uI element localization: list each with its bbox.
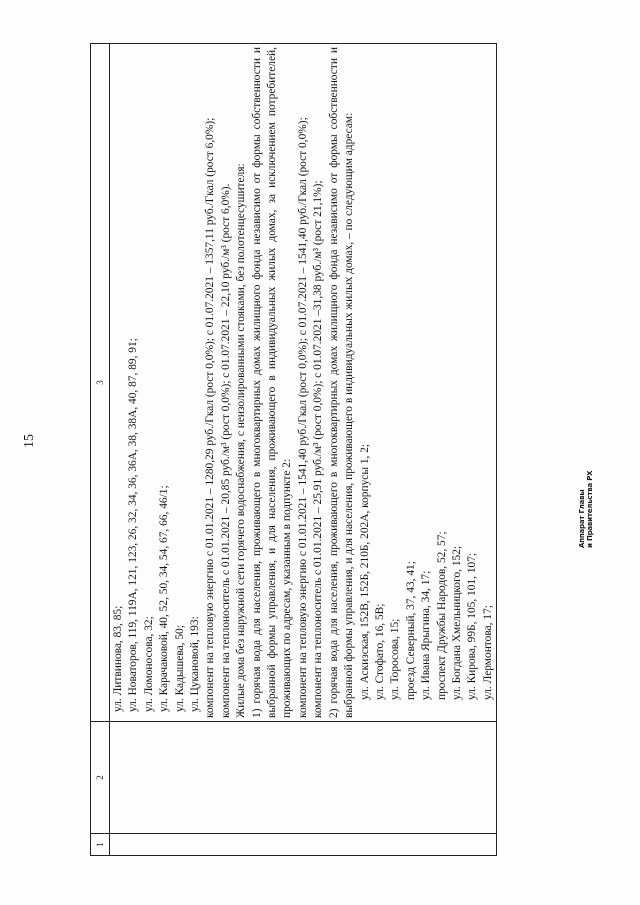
section-heading: Жилые дома без наружной сети горячего водоснабжения, с неизолированными стояками, без полотенцесушителя: xyxy=(235,163,248,718)
tariff-table-wrapper xyxy=(90,44,494,856)
address-line: проспект Дружбы Народов, 52, 57; xyxy=(435,531,448,700)
address-line: ул. Литвинова, 83, 85; xyxy=(112,605,124,712)
paragraph: 2) горячая вода для населения, проживающего в многоквартирных домах жилищного фонда независимо от формы собственности и выбранной формы управления, и для населения, проживающего в индивидуальных жилых домах, – по следующим адресам: xyxy=(327,47,356,718)
address-line: ул. Кадышева, 50; xyxy=(173,625,186,712)
address-line: ул. Цукановой, 193: xyxy=(189,616,202,712)
table-body-row xyxy=(110,44,497,856)
stamp-line-1: Аппарат Главы xyxy=(578,489,586,548)
column-header-2: 2 xyxy=(91,722,110,834)
tariff-text xyxy=(110,47,496,718)
address-line: ул. Богдана Хмельницкого, 152; xyxy=(450,545,463,700)
cell-column-2 xyxy=(110,722,497,834)
address-line: ул. Ивана Ярыгина, 34, 17; xyxy=(420,570,433,700)
address-line: проезд Северный, 37, 43, 41; xyxy=(404,561,417,700)
paragraph: 1) горячая вода для населения, проживающего в многоквартирных домах жилищного фонда независимо от формы собственности и выбранной формы управления, и для населения, проживающего в индивидуальных жилых домах, за исключением потребителей, проживающих по адресам, указанным в подпункте 2: xyxy=(250,47,294,718)
column-header-1: 1 xyxy=(91,834,110,856)
page-number: 15 xyxy=(22,434,37,448)
address-line: ул. Стофато, 16, 5В; xyxy=(373,603,386,700)
address-line: ул. Ломоносова, 32; xyxy=(142,616,155,712)
address-line: ул. Лермонтова, 17; xyxy=(481,605,494,700)
address-line: ул. Кирова, 99Б, 105, 101, 107; xyxy=(466,552,479,700)
tariff-line: компонент на тепловую энергию с 01.01.2021 – 1541,40 руб./Гкал (рост 0,0%); с 01.07.2021 – 1541,40 руб./Гкал (рост 0,0%); xyxy=(296,117,309,718)
tariff-line: компонент на теплоноситель с 01.01.2021 – 20,85 руб./м³ (рост 0,0%); с 01.07.2021 – 22,10 руб./м³ (рост 6,0%). xyxy=(219,183,232,718)
tariff-line: компонент на теплоноситель с 01.01.2021 – 25,91 руб./м³ (рост 0,0%); с 01.07.2021 –31,38 руб./м³ (рост 21,1%); xyxy=(312,180,325,718)
address-line: ул. Карачаковой, 40, 52, 50, 34, 54, 67, 66, 46/1; xyxy=(158,485,171,712)
office-stamp xyxy=(578,471,594,548)
tariff-table xyxy=(90,43,497,856)
address-line: ул. Торосова, 15; xyxy=(389,618,402,700)
cell-column-3 xyxy=(110,44,497,722)
tariff-line: компонент на тепловую энергию с 01.01.2021 – 1280,29 руб./Гкал (рост 0,0%); с 01.07.2021 – 1357,11 руб./Гкал (рост 6,0%); xyxy=(204,117,217,718)
table-header-row xyxy=(91,44,110,856)
stamp-line-2: и Правительства РХ xyxy=(586,470,594,548)
column-header-3: 3 xyxy=(91,44,110,722)
address-line: ул. Аскизская, 152В, 152Б, 210Б, 202А, корпусы 1, 2; xyxy=(358,443,371,700)
address-line: ул. Новаторов, 119, 119А, 121, 123, 26, 32, 34, 36, 36А, 38, 38А, 40, 87, 89, 91; xyxy=(127,338,140,712)
cell-column-1 xyxy=(110,834,497,856)
